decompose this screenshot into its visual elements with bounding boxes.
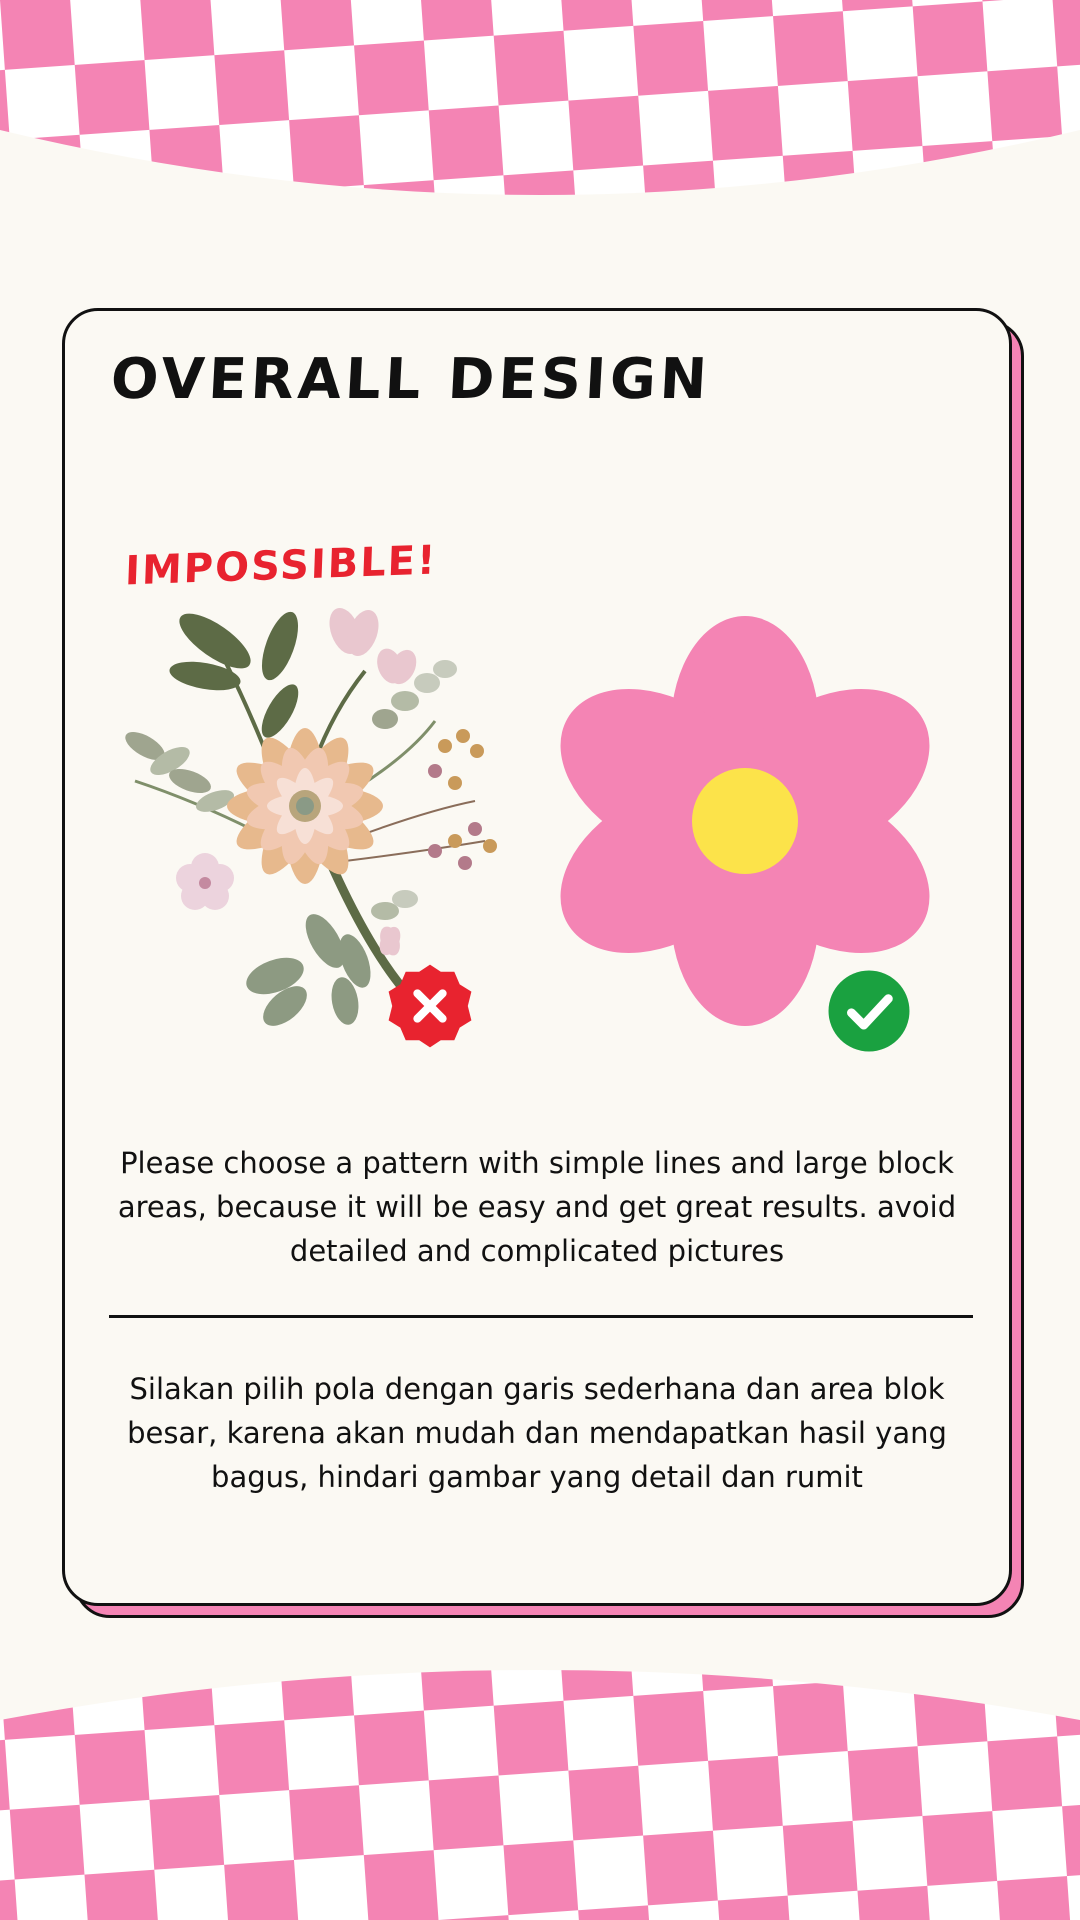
divider	[109, 1315, 973, 1318]
description-english: Please choose a pattern with simple lines and large block areas, because it will be easy and get great results. avoid detailed and complicated pictures	[117, 1146, 957, 1268]
description-indonesian: Silakan pilih pola dengan garis sederhana dan area blok besar, karena akan mudah dan mendapatkan hasil yang bagus, hindari gambar yang detail dan rumit	[127, 1372, 947, 1494]
x-badge-icon	[385, 961, 475, 1051]
design-guide-card	[62, 308, 1012, 1606]
impossible-label: IMPOSSIBLE!	[124, 537, 438, 595]
checkerboard-bottom-decoration	[0, 1670, 1080, 1920]
checkerboard-top-decoration	[0, 0, 1080, 215]
card-title: OVERALL DESIGN	[109, 347, 713, 412]
check-badge-icon	[825, 967, 913, 1055]
